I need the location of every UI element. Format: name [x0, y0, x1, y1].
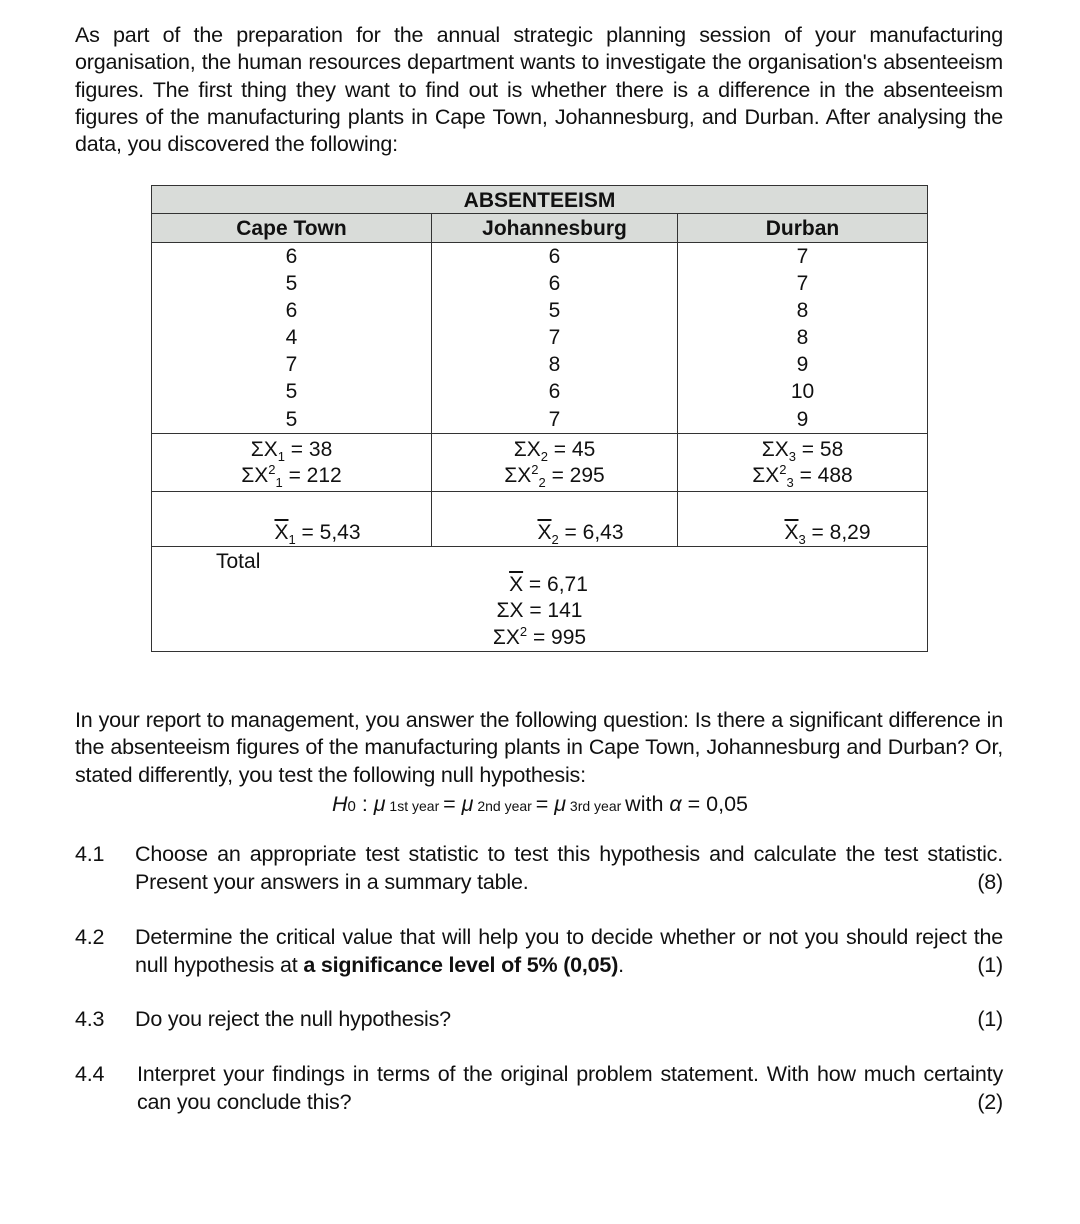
value-cell: 9 — [796, 407, 809, 431]
column-header-johannesburg: Johannesburg — [432, 214, 678, 242]
table-title-text: ABSENTEEISM — [463, 189, 616, 212]
question-marks: (1) — [977, 1007, 1003, 1031]
value-cell: 6 — [548, 380, 561, 404]
grand-sum-squares: $\Sigma X^2 = 995$ — [492, 623, 587, 649]
question-marks: (8) — [977, 869, 1003, 894]
question-marks: (1) — [977, 952, 1003, 977]
value-cell: 6 — [285, 299, 298, 323]
value-cell: 8 — [796, 299, 809, 323]
value-cell: 7 — [548, 326, 561, 350]
sum-x3: $\Sigma X_3 = 58$ — [761, 437, 844, 464]
question-marks: (2) — [977, 1089, 1003, 1114]
value-cell: 7 — [796, 272, 809, 296]
question-text: Choose an appropriate test statistic to test this hypothesis and calculate the test statistic. Present your answers in a summary table. — [135, 842, 1003, 894]
question-text: Determine the critical value that will help you to decide whether or not you should reject the null hypothesis at a significance level of 5% (0,05). — [135, 925, 1003, 977]
total-row — [152, 547, 927, 651]
grand-mean: $\overline{X} = 6,71$ — [509, 572, 588, 596]
johannesburg-values — [432, 243, 678, 433]
johannesburg-sums — [432, 434, 678, 491]
value-cell: 7 — [796, 245, 809, 268]
table-header-row — [152, 214, 927, 243]
value-cell: 4 — [285, 326, 298, 350]
value-cell: 8 — [796, 326, 809, 350]
table-title — [152, 186, 927, 214]
durban-sums — [678, 434, 927, 491]
cape-town-mean: $\overline{X}_1 = 5,43$ — [152, 492, 432, 546]
value-cell: 5 — [285, 272, 298, 296]
cape-town-values — [152, 243, 432, 433]
total-stats — [152, 572, 927, 652]
sum-x1: $\Sigma X_1 = 38$ — [250, 437, 333, 464]
alpha-symbol: α — [669, 792, 682, 816]
durban-mean: $\overline{X}_3 = 8,29$ — [784, 520, 871, 547]
sum-x2: $\Sigma X_2 = 45$ — [513, 437, 596, 464]
question-4-2 — [75, 924, 1003, 979]
value-cell: 5 — [285, 407, 298, 431]
question-number: 4.4 — [75, 1062, 105, 1086]
sum-x3-squared: $\Sigma X^2_3 = 488$ — [752, 462, 853, 491]
means-row — [152, 492, 927, 547]
question-number: 4.1 — [75, 842, 105, 866]
durban-values — [678, 243, 927, 433]
h-symbol: H — [331, 792, 348, 816]
value-cell: 7 — [285, 353, 298, 377]
sums-row — [152, 434, 927, 492]
question-4-4 — [75, 1061, 1003, 1116]
total-label: Total — [216, 549, 261, 573]
significance-level-emphasis: a significance level of 5% (0,05) — [303, 952, 619, 977]
column-header-durban: Durban — [765, 217, 840, 240]
question-number: 4.3 — [75, 1007, 105, 1031]
sum-x1-squared: $\Sigma X^2_1 = 212$ — [241, 462, 342, 491]
values-row — [152, 243, 927, 434]
column-header-cape-town: Cape Town — [152, 214, 432, 242]
value-cell: 10 — [790, 380, 815, 404]
question-text: Do you reject the null hypothesis? — [135, 1007, 451, 1031]
absenteeism-table — [151, 185, 928, 652]
question-4-3 — [75, 1006, 1003, 1034]
sum-x2-squared: $\Sigma X^2_2 = 295$ — [504, 462, 605, 491]
value-cell: 5 — [285, 380, 298, 404]
question-text: Interpret your findings in terms of the original problem statement. With how much certainty can you conclude this? — [137, 1062, 1003, 1114]
intro-paragraph: As part of the preparation for the annual strategic planning session of your manufacturing organisation, the human resources department wants to investigate the organisation's absenteeism figures. The first thing they want to find out is whether there is a difference in the absenteeism figures of the manufacturing plants in Cape Town, Johannesburg, and Durban. After analysing the data, you discovered the following: — [75, 23, 1003, 157]
value-cell: 8 — [548, 353, 561, 377]
report-paragraph: In your report to management, you answer the following question: Is there a significant difference in the absenteeism figures of the manufacturing plants in Cape Town, Johannesburg and Durban? Or, stated differently, you test the following null hypothesis: — [75, 708, 1003, 787]
question-number: 4.2 — [75, 925, 105, 949]
null-hypothesis: H0 : μ 1st year = μ 2nd year = μ 3rd year with α = 0,05 — [331, 792, 749, 816]
value-cell: 6 — [548, 272, 561, 296]
value-cell: 5 — [548, 299, 561, 323]
value-cell: 6 — [548, 245, 561, 268]
value-cell: 6 — [285, 245, 298, 268]
value-cell: 7 — [548, 407, 561, 431]
johannesburg-mean: $\overline{X}_2 = 6,43$ — [432, 492, 678, 546]
question-4-1 — [75, 841, 1003, 896]
mu-symbol: μ — [373, 792, 386, 816]
value-cell: 9 — [796, 353, 809, 377]
cape-town-sums — [152, 434, 432, 491]
grand-sum: ΣX = 141 — [496, 599, 583, 623]
